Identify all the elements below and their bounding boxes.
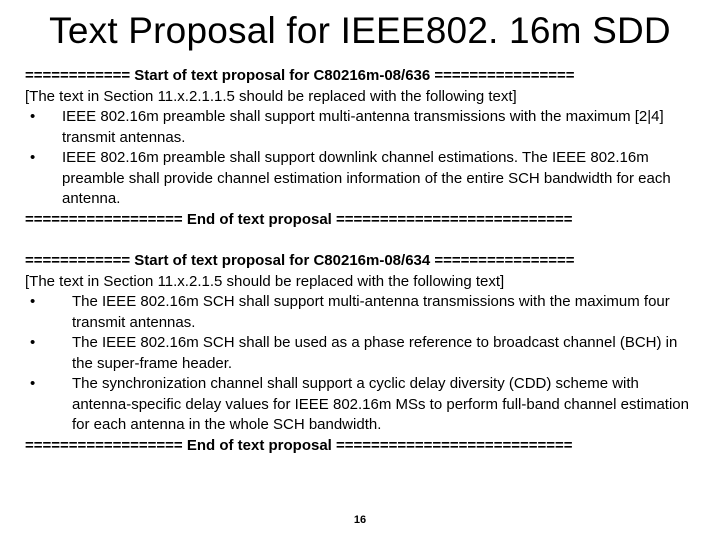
section2-bullet-1 [25,292,695,333]
section2-intro: [The text in Section 11.x.2.1.5 should be replaced with the following text] [25,272,505,290]
section-gap [25,230,695,251]
bullet-text: IEEE 802.16m preamble shall support multi-antenna transmissions with the maximum [2|4] transmit antennas. [62,108,664,146]
bullet-marker: • [30,293,36,310]
slide-title: Text Proposal for IEEE802. 16m SDD [49,10,671,51]
bullet-marker: • [30,334,36,351]
section2-bullet-2 [25,333,695,374]
section2-bullet-3 [25,374,695,436]
section1-end-separator: ================== End of text proposal =========================== [25,210,573,228]
bullet-text: IEEE 802.16m preamble shall support downlink channel estimations. The IEEE 802.16m preamble shall provide channel estimation information of the entire SCH bandwidth for each antenna. [62,149,671,207]
section1-bullet-1 [25,107,695,148]
bullet-text: The synchronization channel shall support a cyclic delay diversity (CDD) scheme with antenna-specific delay values for IEEE 802.16m MSs to perform full-band channel estimation for each antenna in the whole SCH bandwidth. [72,375,689,433]
bullet-marker: • [30,149,36,166]
slide-body [25,66,695,456]
page-number: 16 [353,514,367,526]
bullet-text: The IEEE 802.16m SCH shall be used as a phase reference to broadcast channel (BCH) in the super-frame header. [72,334,678,372]
section2-end-separator: ================== End of text proposal =========================== [25,436,573,454]
section1-bullet-2 [25,148,695,210]
bullet-text: The IEEE 802.16m SCH shall support multi-antenna transmissions with the maximum four transmit antennas. [72,293,670,331]
bullet-marker: • [30,108,36,125]
section1-start-separator: ============ Start of text proposal for C80216m-08/636 ================ [25,67,575,84]
section1-intro: [The text in Section 11.x.2.1.1.5 should be replaced with the following text] [25,87,517,105]
bullet-marker: • [30,375,36,392]
section2-start-separator: ============ Start of text proposal for C80216m-08/634 ================ [25,252,575,269]
